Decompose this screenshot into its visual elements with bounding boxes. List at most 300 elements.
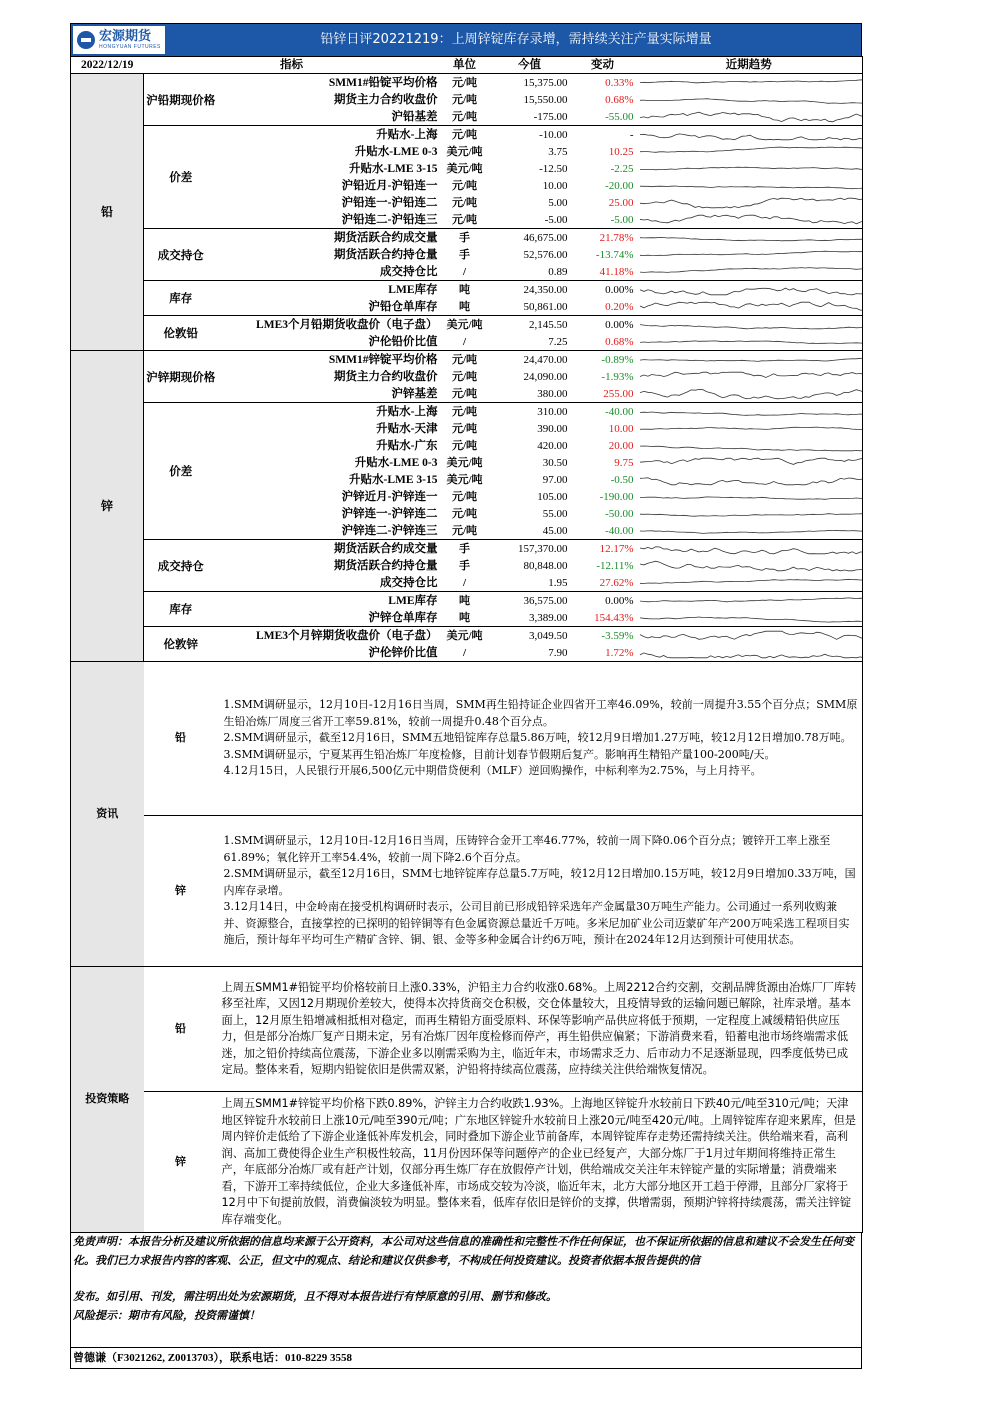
disclaimer-publish-note: 发布。如引用、刊发，需注明出处为宏源期货，且不得对本报告进行有悖原意的引用、删节和修改。 bbox=[73, 1290, 557, 1303]
indicator-value: 7.90 bbox=[490, 644, 570, 662]
risk-warning: 风险提示：期市有风险，投资需谨慎！ bbox=[73, 1308, 260, 1322]
indicator-value: 24,350.00 bbox=[523, 283, 568, 296]
report-title: 铅锌日评20221219：上周锌锭库存录增，需持续关注产量实际增量 bbox=[320, 32, 712, 47]
indicator-name: 升贴水-LME 0-3 bbox=[354, 145, 438, 158]
indicator-change: -1.93% bbox=[601, 370, 634, 383]
trend-sparkline bbox=[636, 368, 863, 385]
col-header-unit: 单位 bbox=[440, 57, 490, 74]
sparkline-chart bbox=[636, 386, 863, 402]
group-label: 伦敦锌 bbox=[144, 627, 218, 662]
indicator-unit: 元/吨 bbox=[451, 490, 478, 503]
trend-sparkline bbox=[636, 385, 863, 403]
sparkline-line bbox=[640, 446, 863, 451]
strategy-zinc-content: 上周五SMM1#锌锭平均价格下跌0.89%，沪锌主力合约收跌1.93%。上海地区锌锭升水较前日下跌40元/吨至310元/吨；天津地区锌锭升水较前日上涨10元/吨至390元/吨；广东地区锌锭升水较前日上涨20元/吨至420元/吨。上周锌锭库存迎来累库，但是周内锌价走低给了下游企业逢低补库发机会，同时叠加下游企业节前备库，本周锌锭库存走势还需持续关注。供给端来看，高利润、高加工费使得企业生产积极性较高，11月份因环保等问题停产的企业已经复产，大部分炼厂于1月过年期间将维持正常生产，年底部分冶炼厂或有赶产计划，仅部分再生炼厂存在放假停产计划，供给端成交关注年末锌锭产量的实际增量；消费端来看，下游开工率持续低位，企业大多逢低补库，市场成交较为冷淡，临近年末，北方大部分地区开工趋于停滞，且部分厂家将于12月中下旬提前放假，消费偏淡较为明显。整体来看，低库存依旧是锌价的支撑，供增需弱，预期沪锌将持续震荡，需关注锌锭库存端变化。 bbox=[218, 1092, 863, 1233]
news-lead-item: 4.12月15日，人民银行开展6,500亿元中期借贷便利（MLF）逆回购操作，中标利率为2.75%，与上月持平。 bbox=[223, 764, 762, 778]
metal-label: 铅 bbox=[71, 74, 144, 351]
logo-name-cn: 宏源期货 bbox=[99, 29, 152, 44]
indicator-value: 420.00 bbox=[537, 439, 568, 452]
sparkline-line bbox=[640, 133, 863, 139]
indicator-name: 沪伦铅价比值 bbox=[218, 333, 440, 351]
indicator-unit: / bbox=[440, 333, 490, 351]
indicator-value: -175.00 bbox=[490, 108, 570, 126]
sparkline-chart bbox=[636, 369, 863, 385]
indicator-name: 期货活跃合约持仓量 bbox=[334, 248, 438, 261]
sparkline-chart bbox=[636, 558, 863, 574]
trend-sparkline bbox=[636, 160, 863, 177]
news-lead-item: 1.SMM调研显示，12月10日-12月16日当周，SMM再生铅持证企业四省开工率46.09%，较前一周提升3.55个百分点；SMM原生铅冶炼厂周度三省开工率59.81%，较前一周提升0.48个百分点。 bbox=[223, 698, 858, 728]
indicator-unit: 元/吨 bbox=[451, 370, 478, 383]
indicator-name: 成交持仓比 bbox=[218, 574, 440, 592]
trend-sparkline bbox=[636, 91, 863, 108]
indicator-change: -13.74% bbox=[595, 248, 634, 261]
trend-sparkline bbox=[636, 420, 863, 437]
indicator-change: 0.33% bbox=[605, 76, 634, 89]
trend-sparkline bbox=[636, 557, 863, 574]
indicator-change: 10.25 bbox=[608, 145, 634, 158]
indicator-value: 2,145.50 bbox=[529, 318, 568, 331]
indicator-name: LME库存 bbox=[388, 594, 438, 607]
analyst-contact: 曾德谦（F3021262, Z0013703），联系电话：010-8229 3558 bbox=[70, 1348, 862, 1369]
sparkline-line bbox=[640, 597, 863, 601]
indicator-unit: 美元/吨 bbox=[446, 473, 483, 486]
disclaimer bbox=[70, 1233, 862, 1348]
indicator-name: 沪伦锌价比值 bbox=[218, 644, 440, 662]
trend-sparkline bbox=[636, 592, 863, 610]
report-date: 2022/12/19 bbox=[71, 57, 144, 74]
sparkline-chart bbox=[636, 109, 863, 125]
sparkline-line bbox=[640, 186, 863, 189]
group-label: 价差 bbox=[144, 403, 218, 540]
indicator-change: -20.00 bbox=[605, 179, 634, 192]
indicator-value: 36,575.00 bbox=[523, 594, 568, 607]
col-header-indicator: 指标 bbox=[144, 57, 440, 74]
sparkline-line bbox=[640, 79, 863, 82]
sparkline-chart bbox=[636, 92, 863, 108]
sparkline-line bbox=[640, 652, 863, 657]
news-zinc-item: 2.SMM调研显示，截至12月16日，SMM七地锌锭库存总量5.7万吨，较12月12日增加0.15万吨，较12月9日增加0.33万吨，国内库存录增。 bbox=[223, 867, 856, 897]
company-logo bbox=[73, 26, 165, 54]
trend-sparkline bbox=[636, 194, 863, 211]
strategy-section-label: 投资策略 bbox=[71, 967, 144, 1233]
indicator-unit: 吨 bbox=[459, 283, 470, 296]
sparkline-line bbox=[640, 476, 863, 485]
indicator-unit: 美元/吨 bbox=[446, 629, 483, 642]
trend-sparkline bbox=[636, 540, 863, 558]
indicator-change: -5.00 bbox=[570, 211, 636, 229]
sparkline-line bbox=[640, 215, 863, 224]
indicator-row bbox=[71, 403, 863, 421]
indicator-unit: 元/吨 bbox=[451, 93, 478, 106]
indicator-change: 21.78% bbox=[599, 231, 634, 244]
indicator-change: -50.00 bbox=[605, 507, 634, 520]
news-zinc-content bbox=[218, 816, 863, 967]
col-header-change: 变动 bbox=[570, 57, 636, 74]
indicator-unit: 手 bbox=[459, 231, 470, 244]
indicator-value: 80,848.00 bbox=[523, 559, 568, 572]
group-label: 伦敦铅 bbox=[144, 316, 218, 351]
indicator-name: SMM1#铅锭平均价格 bbox=[328, 76, 438, 89]
indicator-change: 20.00 bbox=[608, 439, 634, 452]
sparkline-line bbox=[640, 546, 863, 553]
group-label: 成交持仓 bbox=[144, 540, 218, 592]
indicator-value: 390.00 bbox=[537, 422, 568, 435]
trend-sparkline bbox=[636, 471, 863, 488]
sparkline-line bbox=[640, 579, 863, 583]
sparkline-line bbox=[640, 458, 863, 464]
indicator-value: 97.00 bbox=[542, 473, 568, 486]
trend-sparkline bbox=[636, 263, 863, 281]
indicator-name: SMM1#锌锭平均价格 bbox=[328, 353, 438, 366]
indicator-unit: 元/吨 bbox=[451, 128, 478, 141]
trend-sparkline bbox=[636, 246, 863, 263]
strategy-table bbox=[70, 967, 863, 1233]
report-header bbox=[70, 23, 862, 56]
sparkline-line bbox=[640, 237, 863, 240]
sparkline-chart bbox=[636, 161, 863, 177]
indicator-value: 0.89 bbox=[490, 263, 570, 281]
news-lead-content bbox=[218, 662, 863, 816]
trend-sparkline bbox=[636, 229, 863, 247]
sparkline-line bbox=[640, 267, 863, 272]
indicator-change: -55.00 bbox=[570, 108, 636, 126]
indicator-value: 7.25 bbox=[490, 333, 570, 351]
group-label: 价差 bbox=[144, 126, 218, 229]
indicator-name: 升贴水-广东 bbox=[376, 439, 438, 452]
sparkline-chart bbox=[636, 506, 863, 522]
indicator-value: 52,576.00 bbox=[523, 248, 568, 261]
sparkline-chart bbox=[636, 317, 863, 333]
indicator-change: 0.00% bbox=[605, 594, 634, 607]
trend-sparkline bbox=[636, 574, 863, 592]
trend-sparkline bbox=[636, 505, 863, 522]
sparkline-line bbox=[640, 98, 863, 103]
trend-sparkline bbox=[636, 609, 863, 627]
trend-sparkline bbox=[636, 108, 863, 126]
indicator-name: 升贴水-LME 3-15 bbox=[349, 162, 438, 175]
indicator-row bbox=[71, 74, 863, 92]
strategy-lead-row bbox=[71, 967, 863, 1092]
trend-sparkline bbox=[636, 351, 863, 369]
indicator-unit: 美元/吨 bbox=[446, 162, 483, 175]
indicator-change: 0.68% bbox=[570, 333, 636, 351]
indicator-value: 105.00 bbox=[537, 490, 568, 503]
sparkline-chart bbox=[636, 195, 863, 211]
sparkline-line bbox=[640, 496, 863, 498]
sparkline-chart bbox=[636, 421, 863, 437]
indicator-name: 沪铅仓单库存 bbox=[218, 298, 440, 316]
group-label: 库存 bbox=[144, 281, 218, 316]
indicator-value: 50,861.00 bbox=[490, 298, 570, 316]
news-lead-label: 铅 bbox=[144, 662, 218, 816]
sparkline-line bbox=[640, 250, 863, 255]
indicator-row bbox=[71, 229, 863, 247]
indicator-row bbox=[71, 351, 863, 369]
indicator-name: 沪锌连二-沪锌连三 bbox=[218, 522, 440, 540]
trend-sparkline bbox=[636, 333, 863, 351]
news-zinc-label: 锌 bbox=[144, 816, 218, 967]
trend-sparkline bbox=[636, 298, 863, 316]
news-section-label: 资讯 bbox=[71, 662, 144, 967]
indicator-value: 3,389.00 bbox=[490, 609, 570, 627]
sparkline-chart bbox=[636, 282, 863, 298]
indicator-unit: 吨 bbox=[440, 298, 490, 316]
indicator-name: 升贴水-上海 bbox=[376, 128, 438, 141]
indicator-name: 升贴水-上海 bbox=[376, 405, 438, 418]
sparkline-chart bbox=[636, 438, 863, 454]
trend-sparkline bbox=[636, 281, 863, 299]
news-lead-row bbox=[71, 662, 863, 816]
indicator-unit: 元/吨 bbox=[451, 196, 478, 209]
indicator-value: -10.00 bbox=[539, 128, 568, 141]
sparkline-chart bbox=[636, 523, 863, 539]
indicator-value: 55.00 bbox=[542, 507, 568, 520]
trend-sparkline bbox=[636, 143, 863, 160]
indicator-unit: / bbox=[440, 263, 490, 281]
sparkline-chart bbox=[636, 212, 863, 228]
indicator-name: LME库存 bbox=[388, 283, 438, 296]
indicator-unit: 元/吨 bbox=[440, 211, 490, 229]
indicator-value: 45.00 bbox=[490, 522, 570, 540]
sparkline-line bbox=[640, 167, 863, 170]
indicator-value: 380.00 bbox=[490, 385, 570, 403]
logo-icon bbox=[77, 31, 95, 49]
sparkline-chart bbox=[636, 404, 863, 420]
indicator-change: 9.75 bbox=[614, 456, 634, 469]
indicator-value: -12.50 bbox=[539, 162, 568, 175]
sparkline-chart bbox=[636, 352, 863, 368]
indicator-change: -2.25 bbox=[610, 162, 634, 175]
sparkline-line bbox=[640, 631, 863, 639]
sparkline-line bbox=[640, 513, 863, 516]
indicator-change: 154.43% bbox=[570, 609, 636, 627]
sparkline-line bbox=[640, 530, 863, 533]
trend-sparkline bbox=[636, 211, 863, 229]
indicator-name: 期货活跃合约成交量 bbox=[334, 542, 438, 555]
indicator-value: 24,090.00 bbox=[523, 370, 568, 383]
trend-sparkline bbox=[636, 126, 863, 144]
indicator-change: 0.00% bbox=[605, 318, 634, 331]
col-header-today: 今值 bbox=[490, 57, 570, 74]
group-label: 沪铅期现价格 bbox=[144, 74, 218, 126]
indicator-name: 期货活跃合约持仓量 bbox=[334, 559, 438, 572]
strategy-lead-content: 上周五SMM1#铅锭平均价格较前日上涨0.33%，沪铅主力合约收涨0.68%。上周2212合约交割，交割品牌货源由冶炼厂厂库转移至社库，又因12月期现价差较大，使得本次持货商交仓积极，交仓体量较大，且疫情导致的运输问题已解除，社库录增。基本面上，12月原生铅增减相抵相对稳定，而再生精铅方面受原料、环保等影响产品供应将低于预期，一定程度上减缓精铅供应压力，但是部分冶炼厂复产日期未定，另有冶炼厂因年度检修而停产，再生铅供应偏紧；下游消费来看，铅蓄电池市场终端需求低迷，加之铅价持续高位震荡，下游企业多以刚需采购为主，临近年末，市场需求乏力、后市动力不足逐渐显现，四季度低势已成定局。整体来看，短期内铅锭依旧是供需双紧，沪铅将持续高位震荡，应持续关注供给端恢复情况。 bbox=[218, 967, 863, 1092]
sparkline-chart bbox=[636, 247, 863, 263]
sparkline-chart bbox=[636, 299, 863, 315]
indicator-name: 沪锌连一-沪锌连二 bbox=[341, 507, 438, 520]
indicator-value: 1.95 bbox=[490, 574, 570, 592]
trend-sparkline bbox=[636, 74, 863, 92]
indicator-unit: 元/吨 bbox=[451, 439, 478, 452]
indicator-value: 3.75 bbox=[548, 145, 568, 158]
indicator-name: 沪铅近月-沪铅连一 bbox=[341, 179, 438, 192]
indicator-unit: 手 bbox=[459, 542, 470, 555]
indicator-change: 1.72% bbox=[570, 644, 636, 662]
sparkline-line bbox=[640, 302, 863, 312]
news-lead-item: 2.SMM调研显示，截至12月16日，SMM五地铅锭库存总量5.86万吨，较12月9日增加1.27万吨，较12月12日增加0.78万吨。 bbox=[223, 731, 852, 745]
indicator-change: -40.00 bbox=[570, 522, 636, 540]
news-zinc-item: 3.12月14日，中金岭南在接受机构调研时表示，公司目前已形成铅锌采选年产金属量30万吨生产能力。公司通过一系列收购兼并、资源整合，直接掌控的已探明的铅锌铜等有色金属资源总量近千万吨。多米尼加矿业公司迈蒙矿年产200万吨采选工程项目实施后，预计每年平均可生产精矿含锌、铜、银、金等多种金属合计约6万吨，预计在2024年12月达到预计可使用状态。 bbox=[223, 900, 850, 947]
indicator-name: 沪铅连二-沪铅连三 bbox=[218, 211, 440, 229]
indicator-unit: / bbox=[440, 574, 490, 592]
indicator-unit: 吨 bbox=[459, 594, 470, 607]
sparkline-line bbox=[640, 147, 863, 152]
indicator-change: 41.18% bbox=[570, 263, 636, 281]
indicator-value: 10.00 bbox=[542, 179, 568, 192]
logo-name-en: HONGYUAN FUTURES bbox=[99, 44, 161, 50]
indicator-change: 255.00 bbox=[570, 385, 636, 403]
sparkline-line bbox=[640, 617, 863, 622]
indicator-value: 3,049.50 bbox=[529, 629, 568, 642]
indicator-unit: 美元/吨 bbox=[446, 145, 483, 158]
indicator-name: 升贴水-LME 3-15 bbox=[349, 473, 438, 486]
sparkline-line bbox=[640, 358, 863, 361]
trend-sparkline bbox=[636, 644, 863, 662]
indicator-value: 157,370.00 bbox=[518, 542, 568, 555]
indicator-change: -12.11% bbox=[596, 559, 634, 572]
indicator-name: 沪锌近月-沪锌连一 bbox=[341, 490, 438, 503]
sparkline-chart bbox=[636, 178, 863, 194]
sparkline-chart bbox=[636, 334, 863, 350]
col-header-trend: 近期趋势 bbox=[636, 57, 863, 74]
indicator-row bbox=[71, 316, 863, 334]
trend-sparkline bbox=[636, 437, 863, 454]
indicator-row bbox=[71, 592, 863, 610]
indicator-unit: 元/吨 bbox=[451, 422, 478, 435]
indicator-change: 0.00% bbox=[605, 283, 634, 296]
indicator-unit: 元/吨 bbox=[451, 76, 478, 89]
indicator-name: LME3个月锌期货收盘价（电子盘） bbox=[256, 629, 438, 642]
sparkline-line bbox=[640, 389, 863, 398]
indicator-change: -40.00 bbox=[605, 405, 634, 418]
indicator-value: 46,675.00 bbox=[523, 231, 568, 244]
indicator-value: 15,375.00 bbox=[523, 76, 568, 89]
indicator-row bbox=[71, 540, 863, 558]
indicator-unit: 手 bbox=[459, 559, 470, 572]
indicator-value: -5.00 bbox=[490, 211, 570, 229]
sparkline-line bbox=[640, 427, 863, 430]
sparkline-chart bbox=[636, 75, 863, 91]
indicator-change: 0.20% bbox=[570, 298, 636, 316]
indicator-change: -190.00 bbox=[599, 490, 634, 503]
disclaimer-text: 免责声明：本报告分析及建议所依据的信息均来源于公开资料，本公司对这些信息的准确性和完整性不作任何保证，也不保证所依据的信息和建议不会发生任何变化。我们已力求报告内容的客观、公正，但文中的观点、结论和建议仅供参考，不构成任何投资建议。投资者依据本报告提供的信 bbox=[73, 1235, 854, 1267]
trend-sparkline bbox=[636, 627, 863, 645]
trend-sparkline bbox=[636, 316, 863, 334]
sparkline-line bbox=[640, 340, 863, 343]
indicator-change: -0.89% bbox=[601, 353, 634, 366]
indicator-change: 25.00 bbox=[608, 196, 634, 209]
sparkline-line bbox=[640, 198, 863, 208]
sparkline-chart bbox=[636, 230, 863, 246]
trend-sparkline bbox=[636, 522, 863, 540]
sparkline-line bbox=[640, 288, 863, 295]
indicator-name: 成交持仓比 bbox=[218, 263, 440, 281]
sparkline-chart bbox=[636, 264, 863, 280]
sparkline-line bbox=[640, 412, 863, 415]
trend-sparkline bbox=[636, 403, 863, 421]
indicator-name: 沪锌基差 bbox=[218, 385, 440, 403]
trend-sparkline bbox=[636, 488, 863, 505]
indicator-value: 30.50 bbox=[542, 456, 568, 469]
indicator-change: -3.59% bbox=[601, 629, 634, 642]
indicator-row bbox=[71, 126, 863, 144]
news-zinc-row bbox=[71, 816, 863, 967]
indicator-name: LME3个月铅期货收盘价（电子盘） bbox=[256, 318, 438, 331]
sparkline-chart bbox=[636, 472, 863, 488]
sparkline-chart bbox=[636, 575, 863, 591]
indicator-value: 5.00 bbox=[548, 196, 568, 209]
metal-label: 锌 bbox=[71, 351, 144, 662]
indicator-value: 15,550.00 bbox=[523, 93, 568, 106]
news-table bbox=[70, 662, 863, 967]
group-label: 沪锌期现价格 bbox=[144, 351, 218, 403]
indicator-unit: 吨 bbox=[440, 609, 490, 627]
indicator-change: -0.50 bbox=[610, 473, 634, 486]
indicator-unit: 元/吨 bbox=[451, 179, 478, 192]
group-label: 成交持仓 bbox=[144, 229, 218, 281]
sparkline-chart bbox=[636, 541, 863, 557]
indicator-unit: 元/吨 bbox=[451, 405, 478, 418]
indicator-value: 310.00 bbox=[537, 405, 568, 418]
indicator-name: 升贴水-LME 0-3 bbox=[354, 456, 438, 469]
indicator-name: 沪铅连一-沪铅连二 bbox=[341, 196, 438, 209]
sparkline-chart bbox=[636, 628, 863, 644]
indicator-change: 0.68% bbox=[605, 93, 634, 106]
indicator-table bbox=[70, 56, 863, 662]
indicator-unit: / bbox=[440, 644, 490, 662]
indicator-unit: 元/吨 bbox=[440, 522, 490, 540]
indicator-unit: 元/吨 bbox=[451, 353, 478, 366]
indicator-unit: 元/吨 bbox=[451, 507, 478, 520]
table-header-row bbox=[71, 57, 863, 74]
strategy-zinc-row bbox=[71, 1092, 863, 1233]
report-sheet bbox=[70, 23, 862, 1369]
sparkline-chart bbox=[636, 127, 863, 143]
indicator-name: 期货主力合约收盘价 bbox=[334, 93, 438, 106]
sparkline-chart bbox=[636, 593, 863, 609]
trend-sparkline bbox=[636, 454, 863, 471]
indicator-change: 12.17% bbox=[599, 542, 634, 555]
indicator-value: 24,470.00 bbox=[523, 353, 568, 366]
indicator-name: 沪铅基差 bbox=[218, 108, 440, 126]
strategy-lead-label: 铅 bbox=[144, 967, 218, 1092]
strategy-zinc-label: 锌 bbox=[144, 1092, 218, 1233]
indicator-unit: 元/吨 bbox=[440, 108, 490, 126]
indicator-unit: 手 bbox=[459, 248, 470, 261]
indicator-name: 期货活跃合约成交量 bbox=[334, 231, 438, 244]
indicator-unit: 美元/吨 bbox=[446, 456, 483, 469]
indicator-row bbox=[71, 627, 863, 645]
indicator-unit: 元/吨 bbox=[440, 385, 490, 403]
sparkline-line bbox=[640, 324, 863, 328]
sparkline-chart bbox=[636, 144, 863, 160]
trend-sparkline bbox=[636, 177, 863, 194]
indicator-change: 10.00 bbox=[608, 422, 634, 435]
sparkline-line bbox=[640, 561, 863, 571]
indicator-name: 期货主力合约收盘价 bbox=[334, 370, 438, 383]
indicator-change: - bbox=[629, 128, 634, 141]
indicator-row bbox=[71, 281, 863, 299]
indicator-name: 沪锌仓单库存 bbox=[218, 609, 440, 627]
news-zinc-item: 1.SMM调研显示，12月10日-12月16日当周，压铸锌合金开工率46.77%，较前一周下降0.06个百分点；镀锌开工率上涨至61.89%；氧化锌开工率54.4%，较前一周下降2.6个百分点。 bbox=[223, 834, 831, 864]
news-lead-item: 3.SMM调研显示，宁夏某再生铅冶炼厂年度检修，目前计划春节假期后复产。影响再生精铅产量100-200吨/天。 bbox=[223, 747, 776, 761]
indicator-change: 27.62% bbox=[570, 574, 636, 592]
indicator-unit: 美元/吨 bbox=[446, 318, 483, 331]
indicator-name: 升贴水-天津 bbox=[376, 422, 438, 435]
sparkline-chart bbox=[636, 645, 863, 661]
sparkline-line bbox=[640, 112, 863, 122]
group-label: 库存 bbox=[144, 592, 218, 627]
sparkline-chart bbox=[636, 455, 863, 471]
